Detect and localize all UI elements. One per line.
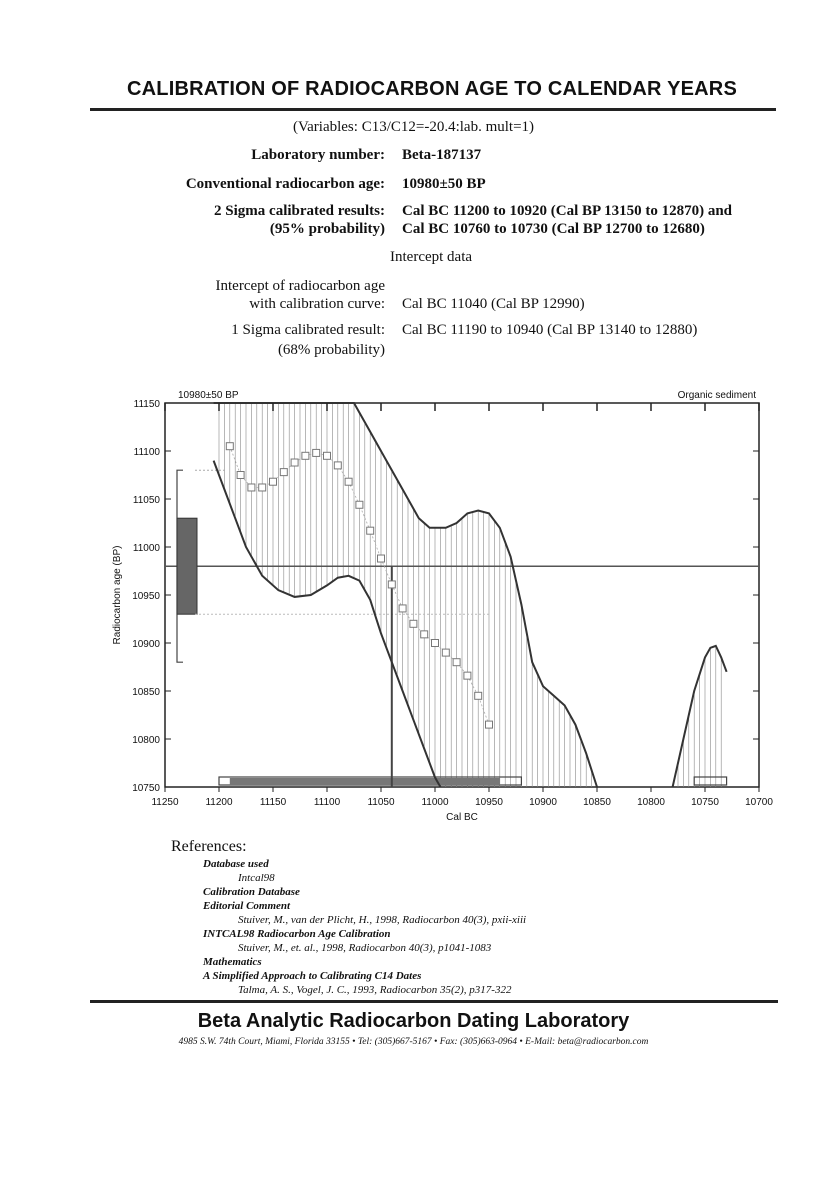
x-axis-label: Cal BC — [446, 812, 478, 823]
intercept-curve-point — [410, 620, 417, 627]
intercept-curve-point — [313, 449, 320, 456]
y-tick-label: 10900 — [132, 639, 160, 650]
variables-line: (Variables: C13/C12=-20.4:lab. mult=1) — [292, 119, 535, 135]
lab-number-row — [0, 147, 827, 167]
sigma2-value-2: Cal BC 10760 to 10730 (Cal BP 12700 to 12680) — [402, 221, 705, 237]
intercept-label-2: with calibration curve: — [249, 296, 385, 312]
x-tick-label: 10700 — [745, 797, 773, 808]
sigma2-probability: (95% probability) — [269, 221, 385, 237]
reference-heading: Editorial Comment — [203, 900, 291, 912]
reference-heading: Calibration Database — [203, 886, 300, 898]
reference-entry: Stuiver, M., van der Plicht, H., 1998, Radiocarbon 40(3), pxii-xiii — [238, 914, 527, 926]
x-tick-label: 10750 — [691, 797, 719, 808]
intercept-curve-point — [324, 452, 331, 459]
x-tick-label: 11200 — [205, 797, 233, 808]
intercept-curve-point — [367, 527, 374, 534]
intercept-curve-point — [345, 478, 352, 485]
lab-name: Beta Analytic Radiocarbon Dating Laboratory — [197, 1010, 630, 1032]
intercept-curve-point — [399, 605, 406, 612]
intercept-label-1: Intercept of radiocarbon age — [215, 278, 385, 294]
y-tick-label: 11000 — [132, 543, 160, 554]
title-rule — [90, 108, 776, 111]
intercept-curve-point — [378, 555, 385, 562]
sigma2-value-1: Cal BC 11200 to 10920 (Cal BP 13150 to 12870) and — [402, 203, 733, 219]
x-tick-label: 11250 — [151, 797, 179, 808]
intercept-curve-point — [226, 443, 233, 450]
intercept-curve-point — [334, 462, 341, 469]
intercept-curve-point — [432, 640, 439, 647]
one-sigma-bar — [177, 518, 197, 614]
intercept-curve-point — [237, 472, 244, 479]
references-heading: References: — [171, 838, 247, 855]
intercept-curve-point — [442, 649, 449, 656]
sigma2-label: 2 Sigma calibrated results: — [214, 203, 385, 219]
sigma1-label: 1 Sigma calibrated result: — [231, 322, 385, 338]
y-tick-label: 10800 — [132, 735, 160, 746]
intercept-row — [0, 278, 827, 318]
lab-address: 4985 S.W. 74th Court, Miami, Florida 33155 • Tel: (305)667-5167 • Fax: (305)663-0964 • E-Mail: beta@radiocarbon.com — [178, 1037, 649, 1047]
x-tick-label: 11150 — [259, 797, 287, 808]
y-axis-label: Radiocarbon age (BP) — [112, 545, 123, 645]
reference-heading: A Simplified Approach to Calibrating C14 Dates — [203, 970, 422, 982]
calibration-chart — [100, 383, 780, 833]
conventional-age-value: 10980±50 BP — [402, 176, 486, 192]
y-tick-label: 11100 — [133, 447, 160, 458]
sample-age-annotation: 10980±50 BP — [178, 390, 239, 401]
intercept-value: Cal BC 11040 (Cal BP 12990) — [402, 296, 585, 312]
y-tick-label: 10950 — [132, 591, 160, 602]
x-tick-label: 10900 — [529, 797, 557, 808]
x-tick-label: 11000 — [421, 797, 449, 808]
intercept-curve-point — [302, 452, 309, 459]
reference-heading: Mathematics — [203, 956, 262, 968]
reference-entry: Intcal98 — [238, 872, 275, 884]
reference-heading: Database used — [203, 858, 269, 870]
x-tick-label: 11050 — [367, 797, 395, 808]
y-tick-label: 10850 — [132, 687, 160, 698]
y-tick-label: 11150 — [133, 399, 160, 410]
intercept-curve-point — [464, 672, 471, 679]
intercept-curve-point — [280, 469, 287, 476]
x-tick-label: 11100 — [313, 797, 341, 808]
reference-entry: Talma, A. S., Vogel, J. C., 1993, Radiocarbon 35(2), p317-322 — [238, 984, 512, 996]
page-title: CALIBRATION OF RADIOCARBON AGE TO CALENDAR YEARS — [127, 78, 737, 100]
intercept-curve-point — [248, 484, 255, 491]
reference-heading: INTCAL98 Radiocarbon Age Calibration — [203, 928, 391, 940]
x-tick-label: 10950 — [475, 797, 503, 808]
intercept-curve-point — [259, 484, 266, 491]
x-tick-label: 10850 — [583, 797, 611, 808]
intercept-curve-point — [453, 659, 460, 666]
conventional-age-label: Conventional radiocarbon age: — [185, 176, 385, 192]
x-tick-label: 10800 — [637, 797, 665, 808]
sigma1-probability: (68% probability) — [277, 342, 385, 358]
intercept-curve-point — [356, 501, 363, 508]
footer-rule — [90, 1000, 778, 1003]
sigma1-value: Cal BC 11190 to 10940 (Cal BP 13140 to 12880) — [402, 322, 698, 338]
intercept-curve-point — [388, 581, 395, 588]
sigma2-row — [0, 203, 827, 243]
lab-number-label: Laboratory number: — [251, 147, 385, 163]
reference-entry: Stuiver, M., et. al., 1998, Radiocarbon 40(3), p1041-1083 — [238, 942, 492, 954]
intercept-curve-point — [421, 631, 428, 638]
intercept-curve-point — [475, 692, 482, 699]
intercept-heading: Intercept data — [390, 249, 473, 265]
y-tick-label: 10750 — [132, 783, 160, 794]
sample-type-annotation: Organic sediment — [677, 390, 756, 401]
lab-number-value: Beta-187137 — [402, 147, 482, 163]
conventional-age-row — [0, 176, 827, 196]
intercept-curve-point — [270, 478, 277, 485]
one-sigma-range — [230, 778, 500, 785]
intercept-curve-point — [486, 721, 493, 728]
sigma1-row — [0, 322, 827, 362]
y-tick-label: 11050 — [132, 495, 160, 506]
intercept-curve-point — [291, 459, 298, 466]
